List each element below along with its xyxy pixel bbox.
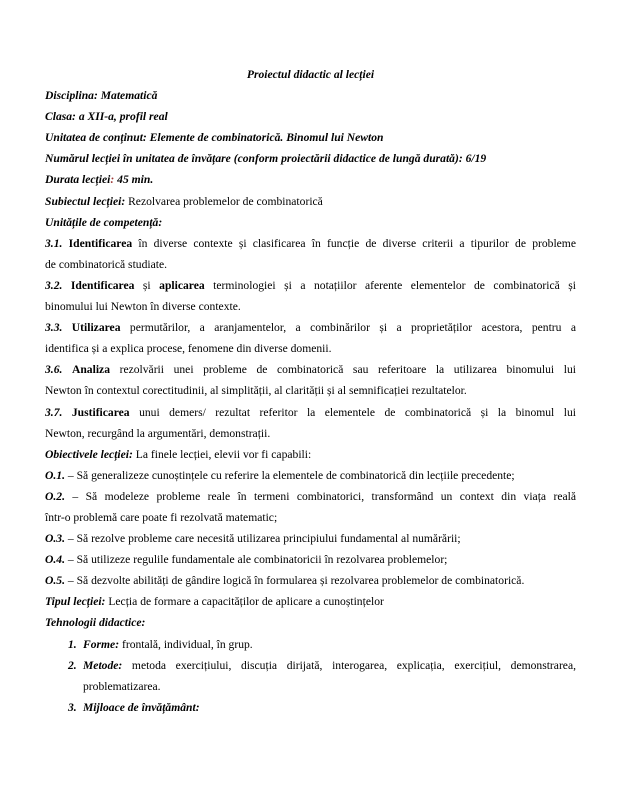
text-segment: 3.1.	[45, 236, 69, 250]
line-comp-3-2-b	[45, 296, 576, 317]
text-segment: O.2.	[45, 489, 73, 503]
text-segment: Mijloace de învățământ:	[83, 700, 200, 714]
list-item-forme	[45, 634, 576, 655]
text-segment: 3.6.	[45, 363, 72, 377]
line-comp-3-3-a	[45, 317, 576, 338]
text-segment: și	[142, 278, 160, 292]
text-segment: – Să modeleze probleme reale în termeni combinatorici, transformând un context din viața reală	[72, 489, 576, 503]
line-obiectiv-o1	[45, 465, 576, 486]
line-comp-3-7-a	[45, 402, 576, 423]
list-item-metode-cont	[45, 676, 576, 697]
list-item-metode	[45, 655, 576, 676]
line-comp-3-6-a	[45, 359, 576, 380]
text-segment: Unitatea de conținut: Elemente de combinatorică. Binomul lui Newton	[45, 131, 384, 145]
text-segment: – Să dezvolte abilități de gândire logică în formularea și rezolvarea problemelor de combinatorică.	[67, 574, 525, 588]
text-segment: Numărul lecției în unitatea de învățare (conform proiectării didactice de lungă durată): 6/19	[45, 152, 487, 166]
text-segment: unui demers/ rezultat referitor la elementele de combinatorică și la binomul lui	[139, 405, 576, 419]
text-segment: 3.	[68, 700, 77, 714]
text-segment: rezolvării unei probleme de combinatorică sau referitoare la utilizarea binomului lui	[119, 363, 576, 377]
text-segment: terminologiei și a notațiilor aferente elementelor de combinatorică și	[213, 278, 576, 292]
text-segment: Newton în contextul corectitudinii, al simplității, al clarității și al semnificației rezultatelor.	[45, 384, 467, 398]
line-tehnologii	[45, 612, 576, 633]
text-segment: Justificarea	[71, 405, 140, 419]
line-durata	[45, 169, 576, 190]
text-segment: O.3.	[45, 532, 68, 546]
line-comp-3-1-b	[45, 254, 576, 275]
text-segment: Tehnologii didactice:	[45, 616, 146, 630]
doc-title	[45, 64, 576, 85]
text-segment: Utilizarea	[71, 321, 130, 335]
text-segment: aplicarea	[159, 278, 214, 292]
text-segment: frontală, individual, în grup.	[121, 637, 253, 651]
text-segment: Identificarea	[70, 278, 143, 292]
text-segment: Subiectul lecției:	[45, 194, 129, 208]
line-comp-3-3-b	[45, 338, 576, 359]
text-segment: de combinatorică studiate.	[45, 257, 168, 271]
text-segment: într-o problemă care poate fi rezolvată matematic;	[45, 510, 278, 524]
text-segment: La finele lecției, elevii vor fi capabili:	[135, 447, 312, 461]
line-obiective	[45, 444, 576, 465]
text-segment: în diverse contexte și clasificarea în funcție de diverse criterii a tipurilor de probleme	[138, 236, 576, 250]
text-segment: Identificarea	[68, 236, 139, 250]
text-segment: Tipul lecției:	[45, 595, 109, 609]
line-subiectul	[45, 191, 576, 212]
text-segment: 3.3.	[45, 321, 72, 335]
line-comp-3-1-a	[45, 233, 576, 254]
line-obiectiv-o2-a	[45, 486, 576, 507]
text-segment: Metode:	[83, 658, 132, 672]
text-segment: O.4.	[45, 553, 68, 567]
text-segment: Rezolvarea problemelor de combinatorică	[128, 194, 323, 208]
text-segment: Proiectul didactic al lecției	[246, 68, 375, 81]
line-obiectiv-o2-b	[45, 507, 576, 528]
text-segment: 3.7.	[45, 405, 72, 419]
text-segment: – Să generalizeze cunoștințele cu referire la elementele de combinatorică din lecțiile precedente;	[67, 468, 515, 482]
text-segment: – Să rezolve probleme care necesită utilizarea principiului fundamental al numărării;	[67, 532, 461, 546]
text-segment: permutărilor, a aranjamentelor, a combinărilor și a proprietăților acestora, pentru a	[129, 321, 576, 335]
text-segment: Durata lecției	[45, 173, 111, 187]
text-segment: :	[110, 173, 115, 187]
line-comp-3-7-b	[45, 423, 576, 444]
document-content	[45, 64, 576, 718]
line-disciplina	[45, 85, 576, 106]
text-segment: problematizarea.	[83, 679, 161, 693]
text-segment: Disciplina: Matematică	[45, 89, 158, 103]
text-segment: metoda exercițiului, discuția dirijată, interogarea, explicația, exercițiul, demonstrarea,	[131, 658, 576, 672]
line-obiectiv-o4	[45, 549, 576, 570]
text-segment: O.5.	[45, 574, 68, 588]
text-segment: 1.	[68, 637, 77, 651]
text-segment: Analiza	[71, 363, 120, 377]
line-unitati-competenta	[45, 212, 576, 233]
text-segment: 3.2.	[45, 278, 71, 292]
text-segment: 2.	[68, 658, 77, 672]
line-tipul-lectiei	[45, 591, 576, 612]
text-segment: 45 min.	[114, 173, 154, 187]
text-segment: O.1.	[45, 468, 68, 482]
text-segment: Unitățile de competență:	[45, 215, 163, 229]
text-segment: Obiectivele lecției:	[45, 447, 136, 461]
line-clasa	[45, 106, 576, 127]
line-unitatea-continut	[45, 127, 576, 148]
text-segment: – Să utilizeze regulile fundamentale ale combinatoricii în rezolvarea problemelor;	[67, 553, 448, 567]
line-obiectiv-o5	[45, 570, 576, 591]
line-obiectiv-o3	[45, 528, 576, 549]
line-comp-3-6-b	[45, 380, 576, 401]
text-segment: Lecția de formare a capacităților de aplicare a cunoștințelor	[108, 595, 384, 609]
list-item-mijloace	[45, 697, 576, 718]
text-segment: identifica și a explica procese, fenomene din diverse domenii.	[45, 342, 332, 356]
text-segment: binomului lui Newton în diverse contexte.	[45, 300, 241, 314]
text-segment: Forme:	[83, 637, 122, 651]
text-segment: Newton, recurgând la argumentări, demonstrații.	[45, 426, 271, 440]
line-comp-3-2-a	[45, 275, 576, 296]
line-numarul-lectiei	[45, 148, 576, 169]
text-segment: Clasa: a XII-a, profil real	[45, 110, 168, 124]
